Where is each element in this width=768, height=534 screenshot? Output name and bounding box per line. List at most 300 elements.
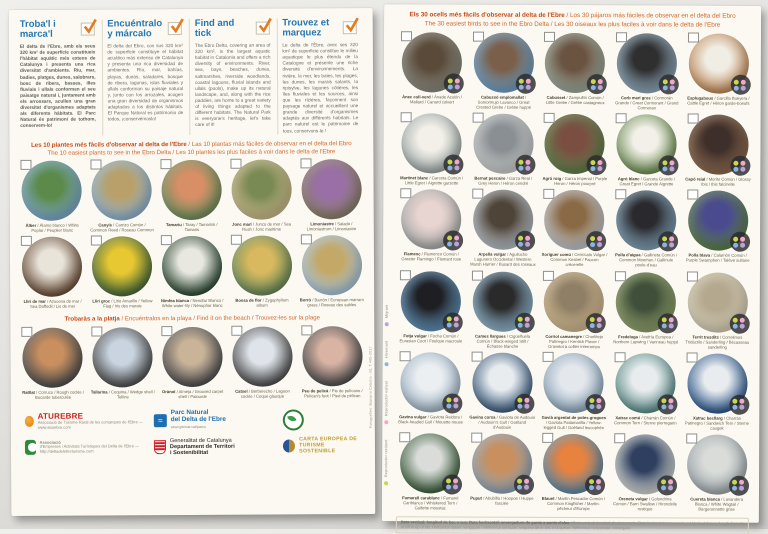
season-dot [524, 485, 529, 490]
season-dot [597, 236, 602, 241]
season-dot [591, 85, 596, 90]
shell-item [160, 326, 225, 401]
shell-item [230, 326, 295, 401]
item-caption: Xatrac comú / Charrán Común / Common Tern / Sterne pierregarin [614, 414, 677, 426]
season-badge [586, 394, 606, 414]
bird-item [540, 353, 607, 433]
season-dot [589, 485, 594, 490]
associacio-logo [25, 440, 150, 456]
intro-body-english: The Ebro Delta, covering an area of 320 km², is the largest aquatic habitat in Catalonia and offers a rich diversity of environments. River, sea, bays, beaches, dunes, saltmarshes, riverside woodlands, coastal lagoons, fluvial islands and ullals (pools), make up its natural landscape, and, along with the rice paddies, are home to a great variety of living things adapted to the different habitats. The Natural Park is everyone's heritage, let's take care of it! [194, 42, 271, 128]
season-dot [740, 237, 745, 242]
item-caption: Ratllat / Corruco / Rough cockle / Bucarde tuberculée [22, 389, 84, 400]
bird-item [397, 433, 464, 513]
tick-checkbox[interactable] [471, 351, 482, 361]
tick-checkbox[interactable] [473, 32, 484, 42]
season-badge [443, 231, 463, 251]
shells-checklist-grid [10, 326, 374, 403]
tick-checkbox[interactable] [614, 433, 625, 443]
intro-body-catalan: El delta de l'Ebre, amb els seus 320 km² de superfície constitueix l'hàbitat aquàtic més extens de Catalunya i presenta una rica diversitat d'ambients. Riu, mar, badies, platges, dunes, salobrars, bosc de ribera, basses, illes fluvials i ullals conformen el seu paisatge natural i, juntament amb els arrossars, acullen una gran diversitat d'organismes adaptats als diferents hàbitats. El Parc Natural és patrimoni de tothom, conservem-lo! [19, 43, 96, 129]
measurement-legend-rest: / Dato vertical: longitud de pico a cola. Dato horizontal: envergadura / Vertical datum: length from tip of bill to tip of tail. Horizontal datum: wingspan / Référence verticale: longueur de le bec à la queue. Référence horizontale: envergure. [400, 520, 744, 531]
season-dot [590, 160, 595, 165]
season-dot [596, 398, 601, 403]
plant-item [20, 237, 85, 312]
season-dot [453, 479, 458, 484]
season-dot [597, 242, 602, 247]
season-dot [446, 479, 451, 484]
season-dot [661, 480, 666, 485]
season-badge [658, 232, 678, 252]
season-dot [732, 480, 737, 485]
season-dot [518, 398, 523, 403]
item-caption: Territ tresdits / Correlimos Tridáctilo / Sanderling / Bécasseau sanderling [685, 334, 750, 350]
bird-item [542, 114, 609, 189]
generalitat-line2: Departament de Territori [169, 443, 235, 450]
item-caption: Fotja vulgar / Focha Común / Eurasian Coot / Foulque macroule [399, 332, 463, 344]
bird-item [541, 271, 608, 351]
parc-natural-logo [154, 410, 279, 431]
shell-item-photo [23, 327, 83, 387]
intro-title-french [282, 18, 358, 39]
bird-item-photo [402, 32, 462, 92]
plant-item-photo [301, 235, 361, 295]
tick-checkbox[interactable] [615, 352, 626, 362]
season-dot [669, 160, 674, 165]
tick-checkbox[interactable] [686, 352, 697, 362]
tick-mark-icon [80, 23, 94, 36]
bird-item [470, 114, 537, 189]
season-dot [519, 159, 524, 164]
season-badge [443, 393, 463, 413]
tick-checkbox[interactable] [21, 236, 32, 246]
season-dot [589, 479, 594, 484]
season-badge [444, 73, 464, 93]
season-dot [668, 399, 673, 404]
season-dot [589, 398, 594, 403]
season-dot [519, 165, 524, 170]
bird-item [612, 353, 679, 433]
season-badge [658, 313, 678, 333]
bird-item-photo [687, 353, 747, 413]
item-caption: Gavià argentat de potes grogues / Gaviota Patiamarilla / Yellow-legged Gull / Goéland leucophée [541, 414, 607, 430]
season-dot [518, 317, 523, 322]
plant-item [299, 235, 364, 310]
bird-item-photo [543, 434, 603, 494]
shell-item-photo [232, 326, 292, 386]
birds-title-rest: / Los 30 pájaros más fáciles de observar en el delta del Ebro [564, 11, 736, 20]
season-badge [515, 231, 535, 251]
item-caption: Martinet blanc / Garceta Común / Little Egret / Aigrette garzette [400, 175, 464, 186]
item-caption: Flamenc / Flamenco Común / Greater Flamingo / Flamant rose [401, 251, 462, 262]
plant-item [19, 161, 84, 236]
bird-item-photo [687, 272, 747, 332]
tick-checkbox[interactable] [473, 113, 484, 123]
season-dot [733, 318, 738, 323]
bird-item-photo [473, 114, 533, 174]
season-legend-dot [384, 420, 388, 424]
season-dot [518, 242, 523, 247]
tick-mark-icon [255, 22, 269, 35]
season-dot [740, 243, 745, 248]
tick-checkbox[interactable] [471, 432, 482, 442]
tick-checkbox[interactable] [161, 235, 172, 245]
season-badge [587, 74, 607, 94]
season-dot [597, 317, 602, 322]
item-caption: Tallarina / Coquina / Wedge shell / Telline [90, 388, 155, 400]
season-dot [525, 404, 530, 409]
plant-item [299, 159, 364, 234]
bird-item-photo [401, 271, 461, 331]
item-caption: Limoniastre / Salado / Limoniastrum / Limoniastre [306, 221, 357, 232]
season-badge [730, 75, 750, 95]
season-dot [739, 486, 744, 491]
bird-item-photo [545, 114, 605, 174]
season-dot [734, 166, 739, 171]
bird-item-photo [616, 191, 676, 251]
item-caption: Capó reial / Morito Común / Glossy Ibis / Ibis falcinelle [685, 176, 751, 187]
season-dot [662, 242, 667, 247]
season-dot [661, 399, 666, 404]
beach-title-bold: Trobaràs a la platja [64, 315, 120, 323]
season-legend-dot [384, 481, 388, 485]
bird-item [469, 352, 536, 432]
item-caption: Corriol camanegre / Chorlitejo Patinegro / Kentish Plover / Gravelot à collier interrompu [545, 333, 603, 349]
item-caption: Gavina vulgar / Gaviota Reidora / Black-headed Gull / Mouette rieuse [398, 413, 463, 425]
bird-item-photo [544, 271, 604, 331]
tick-checkbox[interactable] [616, 32, 627, 42]
season-dot [661, 323, 666, 328]
season-dot [454, 165, 459, 170]
season-dot [455, 84, 460, 89]
season-dot [668, 486, 673, 491]
tick-checkbox[interactable] [92, 326, 103, 336]
item-caption: Esplugabous / Garcilla Bueyera / Cattle Egret / Héron garde-boeufs [687, 95, 750, 106]
plants-title-rest: / Las 10 plantas más fáciles de observar en el delta del Ebro [186, 139, 352, 148]
tick-checkbox[interactable] [300, 235, 311, 245]
item-caption: Canyís / Carrizo Común / Common Reed / Roseau Commun [90, 222, 154, 233]
bird-item-photo [615, 353, 675, 413]
season-legend-item: Hivernant [385, 341, 389, 369]
plant-item [229, 236, 294, 311]
generalitat-line1: Generalitat de Catalunya [169, 437, 232, 444]
plant-item-photo [92, 160, 152, 220]
plant-item-photo [22, 161, 82, 221]
item-caption: Catxel / Berberecho / Lagoon cockle / Coque glauque [235, 388, 290, 399]
generalitat-logo [154, 437, 279, 456]
season-dot [661, 486, 666, 491]
intro-columns [9, 8, 374, 138]
season-dot [525, 317, 530, 322]
season-dot [448, 84, 453, 89]
delta-ecolabel-logo [283, 409, 359, 430]
parc-url: www.gencat.cat/parcs [170, 424, 206, 429]
bird-item [613, 33, 680, 113]
season-dot [525, 236, 530, 241]
season-dot [733, 237, 738, 242]
season-dot [447, 235, 452, 240]
leaf-badge-icon [283, 409, 304, 430]
plants-title-line2: The 10 easiest plants to see in the Ebro Delta / Les 10 plantes les plus faciles à voir dans le delta de l'Ebre [47, 148, 336, 157]
bird-item [398, 113, 465, 188]
season-dot [668, 317, 673, 322]
bird-item-photo [473, 190, 533, 250]
season-dot [734, 160, 739, 165]
season-badge [515, 312, 535, 332]
season-dot [669, 166, 674, 171]
item-caption: Peu de pelicà / Pie de pelícano / Pelican's foot / Pied de pélican [301, 387, 363, 399]
season-dot [454, 316, 459, 321]
shell-item-photo [302, 326, 362, 386]
season-legend-item: Reproductor resident [384, 439, 388, 488]
leaflet-right-page [382, 4, 761, 531]
season-dot [524, 479, 529, 484]
tick-checkbox[interactable] [615, 271, 626, 281]
tick-checkbox[interactable] [687, 190, 698, 200]
bird-item-photo [616, 272, 676, 332]
season-badge [657, 475, 677, 495]
tick-checkbox[interactable] [686, 433, 697, 443]
season-dot [596, 404, 601, 409]
item-caption: Bernat pescaire / Garza Real / Grey Heron / Héron cendré [474, 175, 533, 187]
tick-checkbox[interactable] [616, 113, 627, 123]
tick-checkbox[interactable] [400, 432, 411, 442]
beach-section-title [18, 314, 366, 324]
season-dot [590, 166, 595, 171]
shell-item-photo [162, 326, 222, 386]
season-legend-item: Migrant [385, 304, 389, 329]
tick-checkbox[interactable] [687, 271, 698, 281]
tick-checkbox[interactable] [231, 325, 242, 335]
tick-checkbox[interactable] [400, 270, 411, 280]
season-dot [525, 398, 530, 403]
shell-item [90, 327, 155, 402]
plant-item [229, 160, 294, 235]
bird-item [399, 32, 466, 112]
bird-item [613, 114, 680, 189]
season-badge [658, 156, 678, 176]
tick-checkbox[interactable] [687, 114, 698, 124]
tick-checkbox[interactable] [544, 189, 555, 199]
birds-checklist-grid [382, 32, 761, 515]
tick-checkbox[interactable] [230, 159, 241, 169]
season-dot [596, 485, 601, 490]
bird-item-photo [474, 33, 534, 93]
tick-checkbox[interactable] [401, 189, 412, 199]
tick-checkbox[interactable] [543, 352, 554, 362]
item-caption: Cuereta blanca / Lavandera Blanca / White Wagtail / Bergeronnette grise [690, 496, 744, 512]
season-dot [662, 236, 667, 241]
item-caption: Blauet / Martín Pescador Común / Common Kingfisher / Martin-pêcheur d'Europe [541, 495, 606, 512]
season-dot [734, 85, 739, 90]
season-dot [517, 485, 522, 490]
season-dot [739, 480, 744, 485]
tick-checkbox[interactable] [231, 235, 242, 245]
shell-item-photo [93, 327, 153, 387]
season-badge [586, 313, 606, 333]
bird-item [685, 33, 752, 113]
tick-checkbox[interactable] [472, 270, 483, 280]
season-dot [740, 399, 745, 404]
shell-item [20, 327, 85, 402]
season-dot [733, 399, 738, 404]
bird-item [540, 434, 607, 514]
tick-checkbox[interactable] [401, 112, 412, 122]
tick-checkbox[interactable] [401, 31, 412, 41]
bird-item [613, 190, 680, 270]
season-dot [662, 79, 667, 84]
season-badge [442, 474, 462, 494]
season-dot [518, 404, 523, 409]
bird-item [683, 434, 750, 514]
season-dot [734, 79, 739, 84]
tick-checkbox[interactable] [91, 236, 102, 246]
season-dot [668, 405, 673, 410]
season-dot [741, 166, 746, 171]
season-dot [526, 159, 531, 164]
tick-mark-icon [168, 22, 182, 35]
season-badge [659, 74, 679, 94]
season-dot [596, 479, 601, 484]
season-dot [740, 318, 745, 323]
tick-checkbox[interactable] [543, 270, 554, 280]
tick-checkbox[interactable] [160, 159, 171, 169]
intro-title-text: Trouvez et marquez [282, 17, 330, 39]
season-badge [729, 394, 749, 414]
bird-item-photo [688, 115, 748, 175]
season-badge [729, 313, 749, 333]
season-dot [661, 405, 666, 410]
plants-checklist-grid [9, 159, 374, 312]
bird-item-photo [687, 434, 747, 494]
season-badge [730, 232, 750, 252]
season-dot [453, 485, 458, 490]
senyera-shield-icon [154, 440, 166, 454]
plant-item-photo [22, 237, 82, 297]
plants-title-bold: Les 10 plantes més fàcils d'observar al delta de l'Ebre [31, 140, 187, 149]
intro-title-text: Troba'l i marca'l [19, 18, 56, 40]
bird-item-photo [473, 271, 533, 331]
season-dot [447, 322, 452, 327]
season-dot [447, 316, 452, 321]
item-caption: Agró roig / Garza Imperial / Purple Heron / Héron pourpré [542, 176, 608, 187]
tick-checkbox[interactable] [300, 158, 311, 168]
aturebre-name: ATUREBRE [37, 411, 84, 421]
bird-item [612, 272, 679, 352]
bird-item [541, 190, 608, 270]
plant-item [89, 160, 154, 235]
plant-item [90, 236, 155, 311]
season-dot [454, 235, 459, 240]
intro-title-catalan [20, 20, 96, 41]
season-dot [519, 84, 524, 89]
leaflet-left-page [9, 8, 376, 516]
season-dot [518, 323, 523, 328]
intro-title-spanish [107, 19, 183, 40]
item-caption: Corb marí gros / Cormorán Grande / Great Cormorant / Grand Cormoran [615, 95, 679, 111]
tick-checkbox[interactable] [544, 32, 555, 42]
birds-title-bold: Els 30 ocells més fàcils d'observar al delta de l'Ebre [409, 11, 565, 19]
season-dot [454, 241, 459, 246]
season-dot [741, 85, 746, 90]
plant-item [159, 160, 224, 235]
season-dot [590, 317, 595, 322]
plant-item [159, 236, 224, 311]
item-caption: Cabussó emplomallat / Somormujo Lavanco / Great Crested Grebe / Grèbe huppé [476, 94, 531, 110]
tick-checkbox[interactable] [301, 325, 312, 335]
intro-column-french [282, 18, 364, 134]
tick-checkbox[interactable] [543, 433, 554, 443]
bird-item [470, 190, 537, 270]
season-dot [590, 242, 595, 247]
bird-item-photo [617, 33, 677, 93]
bird-item-photo [615, 434, 675, 494]
bird-item [397, 352, 464, 432]
tick-checkbox[interactable] [22, 326, 33, 336]
season-dot [589, 404, 594, 409]
bird-item [542, 33, 609, 113]
season-dot [590, 236, 595, 241]
tick-checkbox[interactable] [615, 190, 626, 200]
wave-icon: ≈ [154, 414, 167, 427]
season-dot [517, 479, 522, 484]
bird-item [469, 433, 536, 513]
bird-item-photo [688, 191, 748, 251]
tick-checkbox[interactable] [472, 189, 483, 199]
bird-item-photo [545, 190, 605, 250]
bird-item [470, 33, 537, 113]
intro-column-catalan [20, 19, 103, 135]
aturebre-logo [25, 411, 150, 431]
bird-item [684, 272, 751, 352]
bird-item-photo [401, 352, 461, 412]
season-badge [730, 156, 750, 176]
season-badge [585, 475, 605, 495]
season-dot [669, 79, 674, 84]
season-dot [597, 160, 602, 165]
plant-item-photo [92, 236, 152, 296]
item-caption: Borró / Barrón / European marram grass / Roseau des sables [299, 297, 364, 308]
season-legend-dot [385, 362, 389, 366]
tick-checkbox[interactable] [161, 326, 172, 336]
bird-item-photo [544, 353, 604, 413]
tick-checkbox[interactable] [544, 113, 555, 123]
season-dot [597, 166, 602, 171]
season-dot [519, 78, 524, 83]
bird-item [684, 353, 751, 433]
season-dot [669, 85, 674, 90]
item-caption: Lliri groc / Lirio Amarillo / Yellow Flag / Iris des marais [92, 298, 153, 309]
plants-section-title [17, 140, 365, 158]
season-badge [587, 231, 607, 251]
tick-checkbox[interactable] [21, 160, 32, 170]
season-dot [741, 79, 746, 84]
intro-title-text: Find and tick [194, 17, 235, 39]
sun-icon [25, 416, 34, 427]
season-dot [740, 324, 745, 329]
intro-column-english [195, 19, 278, 135]
season-dot [446, 485, 451, 490]
season-dot [447, 165, 452, 170]
season-dot [448, 78, 453, 83]
tick-checkbox[interactable] [400, 351, 411, 361]
season-badge [587, 155, 607, 175]
item-caption: Tamariu / Taray / Tamarisk / Tamaris [165, 221, 218, 233]
season-badge [514, 475, 534, 495]
plant-item-photo [161, 160, 221, 220]
tick-checkbox[interactable] [91, 160, 102, 170]
tick-checkbox[interactable] [688, 33, 699, 43]
season-badge [516, 74, 536, 94]
carta-europea-logo [283, 437, 359, 455]
